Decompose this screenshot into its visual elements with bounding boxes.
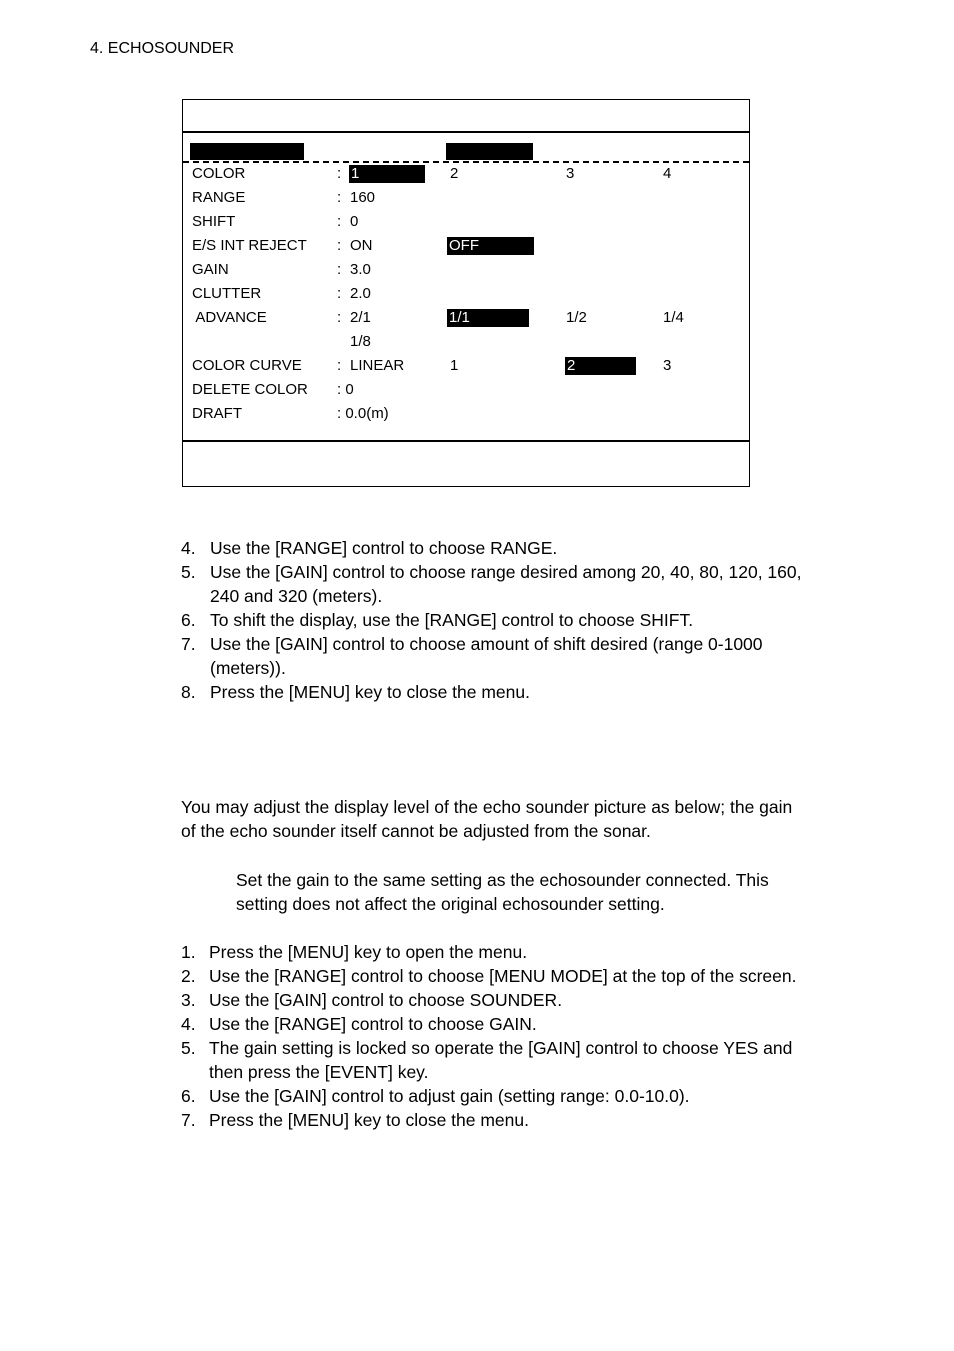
menu-option-curve-3[interactable]: 3 xyxy=(663,357,672,374)
menu-footer-divider xyxy=(183,440,749,442)
menu-option-advance-1-4[interactable]: 1/4 xyxy=(663,309,684,326)
menu-option-curve-1[interactable]: 1 xyxy=(450,357,459,374)
menu-option-color-3[interactable]: 3 xyxy=(566,165,575,182)
menu-value-clutter[interactable]: 2.0 xyxy=(350,285,371,302)
note-line-2: setting does not affect the original echosounder setting. xyxy=(236,894,665,914)
menu-option-advance-1-2[interactable]: 1/2 xyxy=(566,309,587,326)
menu-colon: : xyxy=(337,189,342,206)
menu-colon: : xyxy=(337,357,342,374)
menu-colon: : xyxy=(337,213,342,230)
sounder-menu-figure xyxy=(182,99,750,487)
menu-option-advance-1-8[interactable]: 1/8 xyxy=(350,333,371,350)
menu-value-range[interactable]: 160 xyxy=(350,189,376,206)
menu-mode-tab-highlight xyxy=(190,143,304,160)
menu-option-off[interactable]: OFF xyxy=(447,237,534,255)
menu-label-advance: ADVANCE xyxy=(192,309,267,326)
menu-option-curve-2[interactable]: 2 xyxy=(565,357,636,375)
menu-colon: : xyxy=(337,237,342,254)
menu-label-color-curve: COLOR CURVE xyxy=(192,357,302,374)
menu-label-gain: GAIN xyxy=(192,261,229,278)
menu-colon: : xyxy=(337,261,342,278)
intro-line-2: of the echo sounder itself cannot be adjusted from the sonar. xyxy=(181,821,651,841)
menu-colon: : xyxy=(337,309,342,326)
note-line-1: Set the gain to the same setting as the echosounder connected. This xyxy=(236,870,769,890)
sounder-tab-highlight xyxy=(446,143,533,160)
menu-label-clutter: CLUTTER xyxy=(192,285,262,302)
menu-value-gain[interactable]: 3.0 xyxy=(350,261,371,278)
menu-value-color-curve[interactable]: LINEAR xyxy=(350,357,405,374)
menu-value-shift[interactable]: 0 xyxy=(350,213,359,230)
menu-option-color-2[interactable]: 2 xyxy=(450,165,459,182)
menu-colon: : xyxy=(337,165,342,182)
menu-value-advance[interactable]: 2/1 xyxy=(350,309,371,326)
menu-label-draft: DRAFT xyxy=(192,405,242,422)
menu-label-range: RANGE xyxy=(192,189,246,206)
menu-colon: : xyxy=(337,285,342,302)
menu-option-advance-1-1[interactable]: 1/1 xyxy=(447,309,529,327)
menu-dashed-divider xyxy=(183,161,749,163)
intro-line-1: You may adjust the display level of the echo sounder picture as below; the gain xyxy=(181,797,793,817)
menu-label-delete-color: DELETE COLOR xyxy=(192,381,308,398)
menu-option-color-4[interactable]: 4 xyxy=(663,165,672,182)
menu-label-color: COLOR xyxy=(192,165,246,182)
menu-label-shift: SHIFT xyxy=(192,213,236,230)
menu-value-delete-color[interactable]: : 0 xyxy=(337,381,354,398)
menu-label-es-int-reject: E/S INT REJECT xyxy=(192,237,307,254)
menu-value-color[interactable]: 1 xyxy=(349,165,425,183)
menu-value-es-int-reject[interactable]: ON xyxy=(350,237,373,254)
chapter-header: 4. ECHOSOUNDER xyxy=(90,40,235,57)
menu-value-draft[interactable]: : 0.0(m) xyxy=(337,405,389,422)
menu-title-divider xyxy=(183,131,749,133)
